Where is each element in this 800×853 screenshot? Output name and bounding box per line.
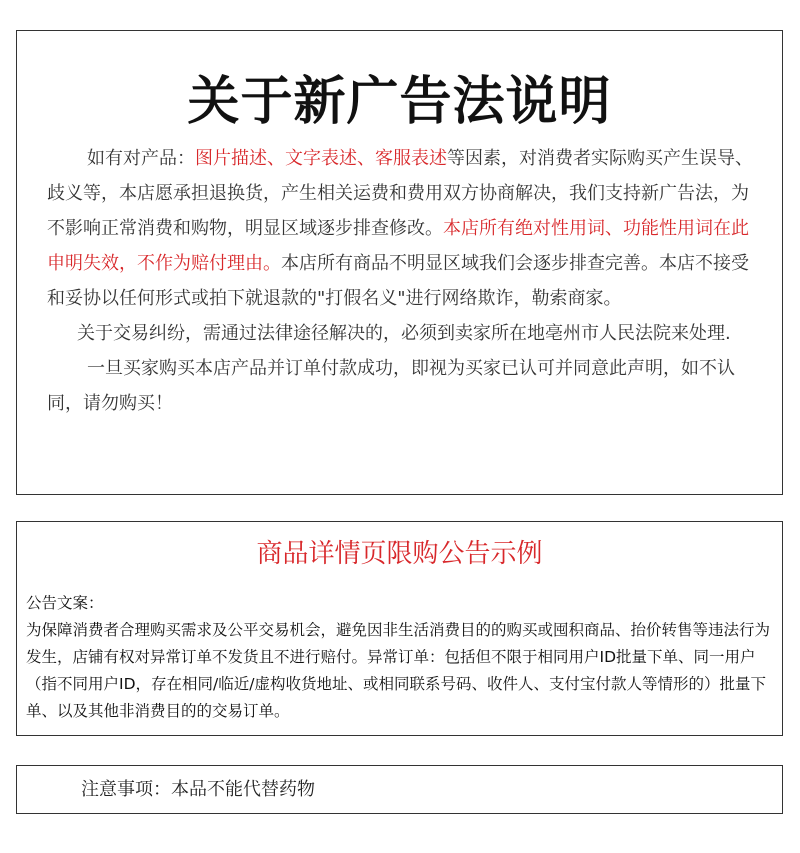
p1-text-c: 本店所有商品不明显区域我们会逐步排查完善。本店不接受和妥协以任何形式或拍下就退款的"打假名义"进行网络欺诈，勒索商家。 — [47, 253, 749, 309]
p1-highlight-1: 图片描述、文字表述、客服表述 — [195, 148, 447, 169]
caution-panel — [16, 765, 783, 814]
statement-body — [47, 141, 757, 421]
statement-paragraph-3: 一旦买家购买本店产品并订单付款成功，即视为买家已认可并同意此声明，如不认同，请勿购买！ — [47, 358, 735, 414]
notice-body — [26, 590, 776, 725]
purchase-limit-notice-panel — [16, 521, 783, 736]
p1-text-a: 如有对产品： — [87, 148, 195, 169]
ad-law-statement-panel — [16, 30, 783, 495]
statement-paragraph-2: 关于交易纠纷，需通过法律途径解决的，必须到卖家所在地亳州市人民法院来处理. — [77, 323, 731, 344]
caution-note: 注意事项：本品不能代替药物 — [81, 779, 315, 800]
notice-title: 商品详情页限购公告示例 — [256, 539, 543, 569]
notice-text: 为保障消费者合理购买需求及公平交易机会，避免因非生活消费目的的购买或囤积商品、抬价转售等违法行为发生，店铺有权对异常订单不发货且不进行赔付。异常订单：包括但不限于相同用户ID批量下单、同一用户（指不同用户ID，存在相同/临近/虚构收货地址、或相同联系号码、收件人、支付宝付款人等情形的）批量下单、以及其他非消费目的的交易订单。 — [26, 621, 771, 720]
notice-label: 公告文案： — [26, 594, 104, 612]
p1-text-b: 等因素，对消费者实际购买产生误导、歧义等，本店愿承担退换货，产生相关运费和费用双方协商解决，我们支持新广告法，为不影响正常消费和购物，明显区域逐步排查修改。 — [47, 148, 753, 239]
statement-paragraph-1 — [47, 141, 757, 316]
p1-highlight-2: 本店所有绝对性用词、功能性用词在此申明失效，不作为赔付理由。 — [47, 218, 749, 274]
statement-title: 关于新广告法说明 — [187, 72, 612, 132]
